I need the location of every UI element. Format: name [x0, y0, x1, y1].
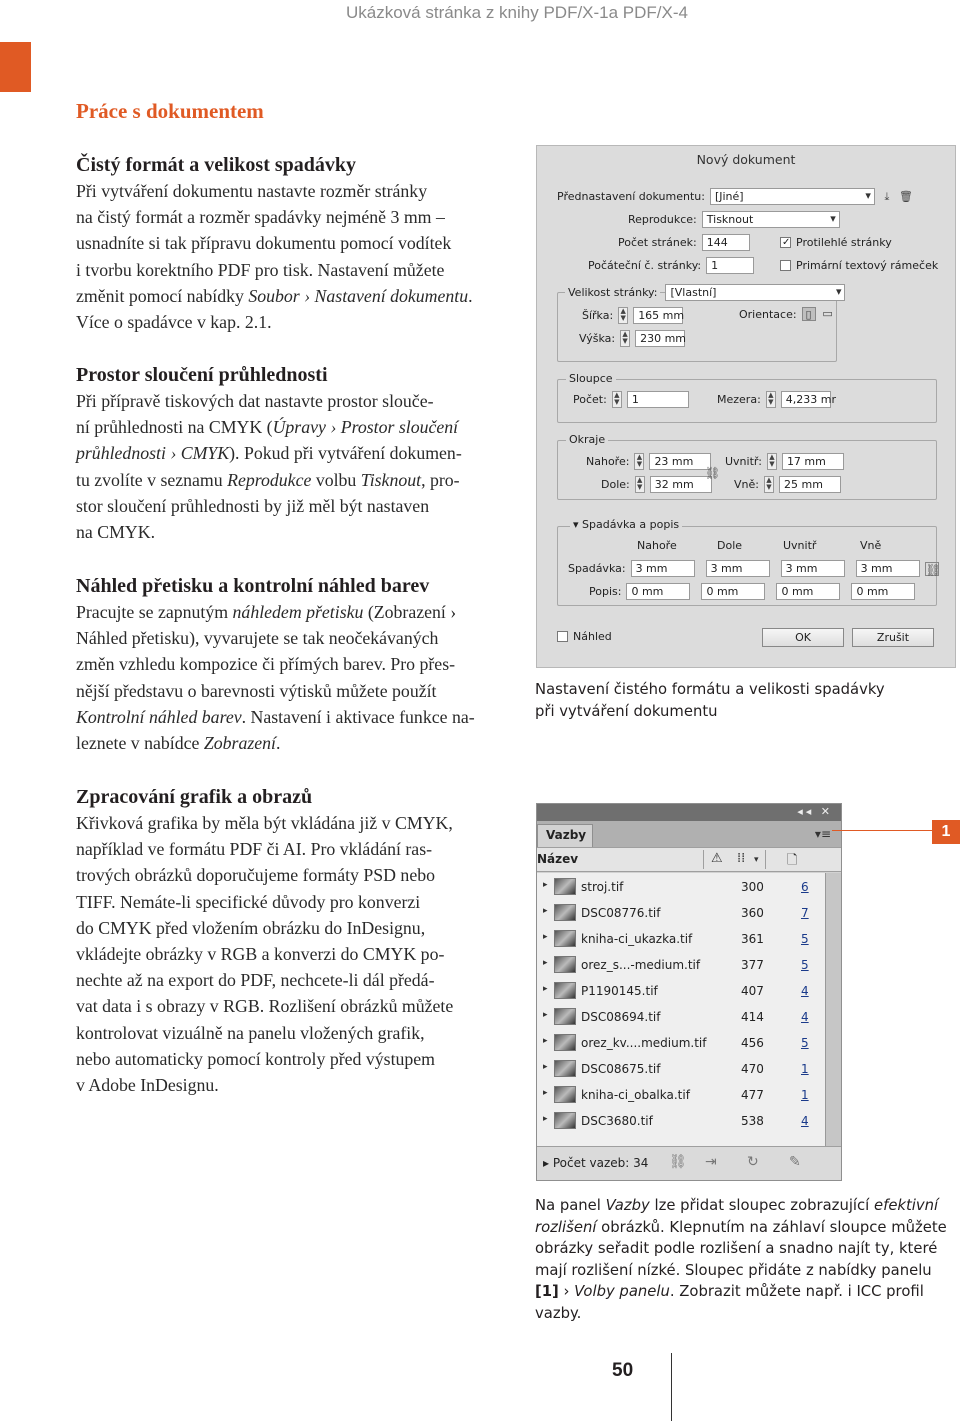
text-run: usnadníte si tak přípravu dokumentu pomocí vodítek — [76, 233, 452, 254]
text-run: (Zobrazení › — [363, 602, 457, 622]
width-input[interactable]: 165 mm — [633, 307, 683, 324]
link-resolution: 360 — [741, 906, 764, 920]
gutter-stepper[interactable]: ▲ ▼ — [766, 391, 776, 408]
bottom-margin-stepper[interactable]: ▲ ▼ — [635, 476, 645, 493]
link-name: stroj.tif — [581, 880, 624, 894]
links-list — [537, 873, 825, 1147]
text-line — [535, 1217, 960, 1239]
text-line — [76, 1072, 506, 1098]
link-resolution: 300 — [741, 880, 764, 894]
text-run: Volby panelu — [574, 1283, 670, 1300]
callout-line — [832, 830, 932, 831]
section-body — [76, 810, 506, 1098]
link-page[interactable]: 5 — [801, 958, 809, 972]
text-run: Křivková grafika by měla být vkládána již v CMYK, — [76, 813, 453, 833]
text-run: i tvorbu korektního PDF pro tisk. Nastavení můžete — [76, 259, 445, 280]
gutter-input[interactable]: 4,233 mr — [781, 391, 831, 408]
tab-vazby[interactable]: Vazby — [537, 824, 593, 847]
preview-label: Náhled — [573, 630, 612, 643]
text-run: , pro- — [421, 469, 460, 490]
margins-legend: Okraje — [566, 433, 608, 446]
orientation-label: Orientace: — [739, 307, 797, 321]
page-size-group — [557, 292, 837, 362]
link-page[interactable]: 1 — [801, 1088, 809, 1102]
height-input[interactable]: 230 mm — [635, 330, 685, 347]
portrait-icon[interactable]: ▯ — [802, 307, 816, 321]
save-preset-icon[interactable]: ⤓ — [884, 189, 890, 203]
text-line — [76, 257, 506, 283]
image-thumbnail — [554, 904, 576, 921]
text-run: . — [275, 733, 281, 754]
bleed-col-outside: Vně — [860, 539, 882, 552]
ok-button[interactable]: OK — [762, 628, 844, 647]
page-size-label: Velikost stránky: — [565, 286, 660, 299]
text-line — [76, 178, 506, 204]
inside-margin-stepper[interactable]: ▲ ▼ — [767, 453, 777, 470]
text-run: nebo automaticky pomocí kontroly před výstupem — [76, 1048, 436, 1069]
text-run: stor sloučení průhlednosti by již měl být nastaven — [76, 495, 430, 516]
columns-legend: Sloupce — [566, 372, 616, 385]
panel-caption — [535, 1195, 960, 1324]
text-run: trových obrázků doporučujeme formáty PSD nebo — [76, 865, 435, 886]
slug-label: Popis: — [589, 585, 622, 598]
text-run: . Nastavení i aktivace funkce na- — [241, 706, 475, 727]
image-thumbnail — [554, 930, 576, 947]
cancel-button[interactable]: Zrušit — [852, 628, 934, 647]
landscape-icon[interactable]: ▭ — [822, 307, 833, 320]
text-run: změnit pomocí nabídky — [76, 285, 249, 306]
link-name: P1190145.tif — [581, 984, 658, 998]
relink-icon[interactable]: ⛓ — [669, 1154, 687, 1170]
section-heading: Náhled přetisku a kontrolní náhled barev — [76, 575, 430, 597]
chapter-tab — [0, 42, 31, 92]
link-row[interactable] — [537, 900, 825, 926]
link-row[interactable] — [537, 926, 825, 952]
text-run: Tisknout — [360, 469, 422, 490]
bleed-legend-label: Spadávka a popis — [582, 518, 680, 531]
bleed-col-top: Nahoře — [637, 539, 677, 552]
slug-outside-input[interactable]: 0 mm — [851, 583, 915, 600]
name-column-header[interactable]: Název — [537, 852, 579, 866]
text-line — [76, 599, 506, 625]
link-resolution: 538 — [741, 1114, 764, 1128]
text-run: Vazby — [605, 1197, 650, 1214]
text-line — [76, 440, 506, 466]
gutter-label: Mezera: — [717, 393, 761, 406]
link-row[interactable] — [537, 952, 825, 978]
link-row[interactable] — [537, 874, 825, 900]
text-line — [76, 414, 506, 440]
text-line — [76, 889, 506, 915]
column-header — [537, 847, 841, 872]
text-run: Kontrolní náhled barev — [76, 706, 242, 727]
columns-count-label: Počet: — [573, 393, 607, 406]
warning-icon[interactable]: ⚠ — [711, 851, 723, 866]
expand-icon[interactable]: ▸ — [543, 984, 548, 994]
section-heading: Prostor sloučení průhlednosti — [76, 364, 328, 386]
text-run: Reprodukce — [227, 469, 312, 490]
text-run: leznete v nabídce — [76, 733, 204, 754]
text-line — [535, 1238, 960, 1260]
text-line — [76, 493, 506, 519]
text-run: obrázků. Klepnutím na záhlaví sloupce můžete — [596, 1218, 947, 1236]
link-resolution: 361 — [741, 932, 764, 946]
primary-text-frame-checkbox[interactable] — [780, 260, 791, 271]
link-page[interactable]: 7 — [801, 906, 809, 920]
image-thumbnail — [554, 1086, 576, 1103]
links-count-label: Počet vazeb: 34 — [552, 1156, 649, 1170]
callout-number: 1 — [932, 820, 960, 844]
section-transparency — [76, 362, 506, 545]
expand-icon[interactable]: ▸ — [543, 1062, 548, 1072]
link-resolution: 470 — [741, 1062, 764, 1076]
section-graphics — [76, 784, 506, 1098]
intent-label: Reprodukce: — [628, 213, 697, 226]
expand-icon[interactable]: ▸ — [543, 932, 548, 942]
text-line — [76, 651, 506, 677]
text-run: Úpravy › Prostor sloučení — [272, 417, 459, 438]
link-resolution: 407 — [741, 984, 764, 998]
text-run: nechte až na export do PDF, nechcete-li dál předá- — [76, 970, 435, 991]
link-page[interactable]: 4 — [801, 984, 809, 998]
bleed-inside-input[interactable]: 3 mm — [781, 560, 845, 577]
link-name: kniha-ci_ukazka.tif — [581, 932, 693, 946]
link-name: DSC3680.tif — [581, 1114, 653, 1128]
text-line — [535, 1195, 960, 1217]
outside-margin-input[interactable]: 25 mm — [779, 476, 841, 493]
text-line — [76, 388, 506, 414]
expand-icon[interactable]: ▸ — [543, 1036, 548, 1046]
text-run: lze přidat sloupec zobrazující — [649, 1197, 874, 1214]
text-run: volbu — [311, 469, 361, 490]
text-run: do CMYK před vložením obrázku do InDesignu, — [76, 917, 426, 938]
text-line — [76, 625, 506, 651]
link-row[interactable] — [537, 1004, 825, 1030]
bleed-col-bottom: Dole — [717, 539, 743, 552]
links-count: ▸ Počet vazeb: 34 — [543, 1156, 649, 1170]
text-line — [76, 519, 506, 545]
grid-icon[interactable]: ⁞⁞ — [737, 851, 746, 866]
text-line — [76, 915, 506, 941]
panel-tabbar — [537, 821, 841, 847]
facing-pages-label: Protilehlé stránky — [796, 236, 892, 249]
link-name: DSC08675.tif — [581, 1062, 661, 1076]
preset-label: Přednastavení dokumentu: — [557, 190, 705, 203]
text-run: Při vytváření dokumentu nastavte rozměr stránky — [76, 181, 428, 201]
link-row[interactable] — [537, 1082, 825, 1108]
text-run: Při přípravě tiskových dat nastavte prostor slouče- — [76, 391, 434, 411]
link-row[interactable] — [537, 978, 825, 1004]
page-icon[interactable]: 🗋 — [787, 853, 798, 868]
bottom-margin-input[interactable]: 32 mm — [650, 476, 712, 493]
pages-label: Počet stránek: — [618, 236, 697, 249]
outside-margin-stepper[interactable]: ▲ ▼ — [764, 476, 774, 493]
intent-dropdown[interactable]: Tisknout ▾ — [702, 211, 840, 228]
caption-line: při vytváření dokumentu — [535, 702, 718, 720]
top-margin-input[interactable]: 23 mm — [649, 453, 711, 470]
dialog-caption — [535, 679, 885, 722]
link-page[interactable]: 1 — [801, 1062, 809, 1076]
section-heading: Čistý formát a velikost spadávky — [76, 154, 357, 176]
section-overprint — [76, 573, 506, 756]
sort-icon[interactable]: ▾ — [754, 855, 759, 865]
image-thumbnail — [554, 982, 576, 999]
inside-margin-label: Uvnitř: — [725, 455, 762, 468]
text-run: vat data i s obrazy v RGB. Rozlišení obrázků můžete — [76, 996, 454, 1017]
text-run: mají rozlišení nízké. Sloupec přidáte z nabídky panelu — [535, 1261, 932, 1279]
link-row[interactable] — [537, 1030, 825, 1056]
link-page[interactable]: 5 — [801, 932, 809, 946]
link-name: orez_s...-medium.tif — [581, 958, 701, 972]
caption-line: Nastavení čistého formátu a velikosti spadávky — [535, 681, 885, 698]
collapse-close-icon[interactable]: ◂◂ ✕ — [797, 805, 833, 818]
text-line — [535, 1281, 960, 1324]
chapter-title: Práce s dokumentem — [76, 99, 264, 123]
image-thumbnail — [554, 956, 576, 973]
image-thumbnail — [554, 1034, 576, 1051]
text-line — [76, 941, 506, 967]
link-bleed-icon[interactable]: ⛓ — [925, 562, 941, 577]
height-stepper[interactable]: ▲ ▼ — [620, 330, 630, 347]
text-run: tu zvolíte v seznamu — [76, 469, 228, 490]
preview-checkbox[interactable] — [557, 631, 568, 642]
expand-icon[interactable]: ▸ — [543, 880, 548, 890]
facing-pages-checkbox[interactable] — [780, 237, 791, 248]
text-run: náhledem přetisku — [232, 602, 364, 622]
running-head: Ukázková stránka z knihy PDF/X-1a PDF/X-4 — [345, 3, 688, 22]
columns-stepper[interactable]: ▲ ▼ — [612, 391, 622, 408]
image-thumbnail — [554, 1008, 576, 1025]
link-page[interactable]: 5 — [801, 1036, 809, 1050]
new-document-dialog — [536, 145, 956, 668]
page-number: 50 — [612, 1360, 634, 1381]
image-thumbnail — [554, 1060, 576, 1077]
link-page[interactable]: 4 — [801, 1010, 809, 1024]
text-line — [76, 309, 506, 335]
text-run: na čistý formát a rozměr spadávky nejméně 3 mm – — [76, 207, 445, 228]
link-name: DSC08776.tif — [581, 906, 661, 920]
link-name: kniha-ci_obalka.tif — [581, 1088, 690, 1102]
link-row[interactable] — [537, 1056, 825, 1082]
bleed-col-inside: Uvnitř — [783, 539, 817, 552]
link-row[interactable] — [537, 1108, 825, 1134]
text-run: kontrolovat vizuálně na panelu vložených grafik, — [76, 1022, 425, 1043]
link-page[interactable]: 6 — [801, 880, 809, 894]
text-run: nější představu o barevnosti výtisků můžete použít — [76, 680, 437, 701]
text-run: Více o spadávce v kap. 2.1. — [76, 312, 272, 333]
text-line — [76, 704, 506, 730]
text-run: změn vzhledu kompozice či přímých barev. Pro přes- — [76, 654, 456, 675]
text-run: efektivní — [874, 1197, 939, 1214]
section-trim-bleed — [76, 152, 506, 335]
text-run: například ve formátu PDF či AI. Pro vkládání ras- — [76, 839, 433, 860]
link-name: orez_kv....medium.tif — [581, 1036, 707, 1050]
link-margins-icon[interactable]: ⛓ — [705, 466, 721, 480]
text-run: Zobrazení — [203, 733, 276, 754]
text-line — [76, 678, 506, 704]
text-run: průhlednosti › CMYK — [76, 443, 230, 464]
text-run: . Zobrazit můžete např. i ICC profil vazby. — [535, 1283, 924, 1322]
text-run: . — [468, 285, 473, 306]
link-resolution: 414 — [741, 1010, 764, 1024]
text-run: ). Pokud při vytváření dokumen- — [229, 443, 462, 464]
text-line — [76, 467, 506, 493]
text-run: Náhled přetisku), vyvarujete se tak neočekávaných — [76, 628, 439, 649]
text-line — [76, 1020, 506, 1046]
pages-input[interactable]: 144 — [702, 234, 750, 251]
preset-dropdown[interactable]: [Jiné] ▾ — [710, 188, 875, 205]
section-body — [76, 178, 506, 335]
panel-titlebar — [537, 804, 841, 821]
text-run: Soubor › Nastavení dokumentu — [248, 285, 469, 306]
text-run: vkládejte obrázky v RGB a konverzi do CMYK po- — [76, 944, 445, 965]
bleed-bottom-input[interactable]: 3 mm — [706, 560, 770, 577]
link-resolution: 477 — [741, 1088, 764, 1102]
slug-inside-input[interactable]: 0 mm — [776, 583, 840, 600]
panel-menu-icon[interactable]: ▾≡ — [814, 827, 831, 841]
bleed-label: Spadávka: — [568, 562, 626, 575]
start-page-label: Počáteční č. stránky: — [588, 259, 702, 272]
text-line — [76, 230, 506, 256]
update-link-icon[interactable]: ↻ — [747, 1154, 759, 1170]
expand-icon[interactable]: ▸ — [543, 958, 548, 968]
edit-original-icon[interactable]: ✎ — [789, 1154, 801, 1170]
top-margin-label: Nahoře: — [586, 455, 630, 468]
bottom-margin-label: Dole: — [601, 478, 630, 491]
expand-icon[interactable]: ▸ — [543, 1114, 548, 1124]
text-run: v Adobe InDesignu. — [76, 1075, 219, 1096]
slug-top-input[interactable]: 0 mm — [626, 583, 690, 600]
text-line — [76, 836, 506, 862]
text-run: na CMYK. — [76, 522, 156, 543]
text-line — [76, 204, 506, 230]
text-line — [76, 993, 506, 1019]
text-run: obrázky seřadit podle rozlišení a snadno najít ty, které — [535, 1240, 938, 1257]
text-line — [76, 862, 506, 888]
image-thumbnail — [554, 1112, 576, 1129]
text-line — [76, 810, 506, 836]
bleed-outside-input[interactable]: 3 mm — [856, 560, 920, 577]
image-thumbnail — [554, 878, 576, 895]
text-run: [1] — [535, 1283, 559, 1300]
dialog-title: Nový dokument — [696, 152, 796, 167]
page-size-dropdown[interactable]: [Vlastní] ▾ — [665, 284, 845, 301]
text-line — [76, 730, 506, 756]
text-line — [535, 1260, 960, 1282]
bleed-legend[interactable]: ▾ Spadávka a popis — [570, 518, 682, 531]
link-resolution: 377 — [741, 958, 764, 972]
text-line — [76, 1046, 506, 1072]
expand-icon[interactable]: ▸ — [543, 906, 548, 916]
link-resolution: 456 — [741, 1036, 764, 1050]
text-run: rozlišení — [535, 1218, 597, 1236]
top-margin-stepper[interactable]: ▲ ▼ — [634, 453, 644, 470]
expand-icon[interactable]: ▸ — [543, 1010, 548, 1020]
links-panel — [536, 803, 842, 1181]
columns-count-input[interactable]: 1 — [627, 391, 689, 408]
goto-link-icon[interactable]: ⇥ — [705, 1154, 717, 1170]
section-heading: Zpracování grafik a obrazů — [76, 786, 313, 808]
page-number-rule — [671, 1353, 672, 1421]
text-run: Pracujte se zapnutým — [76, 602, 233, 622]
text-run: TIFF. Nemáte-li specifické důvody pro konverzi — [76, 891, 421, 912]
trash-icon[interactable]: 🗑 — [898, 189, 913, 203]
link-page[interactable]: 4 — [801, 1114, 809, 1128]
text-run: Na panel — [535, 1197, 606, 1214]
width-label: Šířka: — [582, 309, 614, 322]
expand-icon[interactable]: ▸ — [543, 1088, 548, 1098]
panel-bottombar — [537, 1146, 841, 1180]
inside-margin-input[interactable]: 17 mm — [782, 453, 844, 470]
bleed-top-input[interactable]: 3 mm — [631, 560, 695, 577]
height-label: Výška: — [579, 332, 616, 345]
width-stepper[interactable]: ▲ ▼ — [618, 307, 628, 324]
scrollbar[interactable] — [825, 873, 841, 1147]
text-run: › — [558, 1283, 575, 1300]
section-body — [76, 388, 506, 545]
text-line — [76, 283, 506, 309]
text-line — [76, 967, 506, 993]
link-name: DSC08694.tif — [581, 1010, 661, 1024]
slug-bottom-input[interactable]: 0 mm — [701, 583, 765, 600]
section-body — [76, 599, 506, 756]
text-run: ní průhlednosti na CMYK ( — [76, 417, 273, 438]
outside-margin-label: Vně: — [734, 478, 759, 491]
start-page-input[interactable]: 1 — [706, 257, 754, 274]
primary-text-frame-label: Primární textový rámeček — [796, 259, 939, 272]
